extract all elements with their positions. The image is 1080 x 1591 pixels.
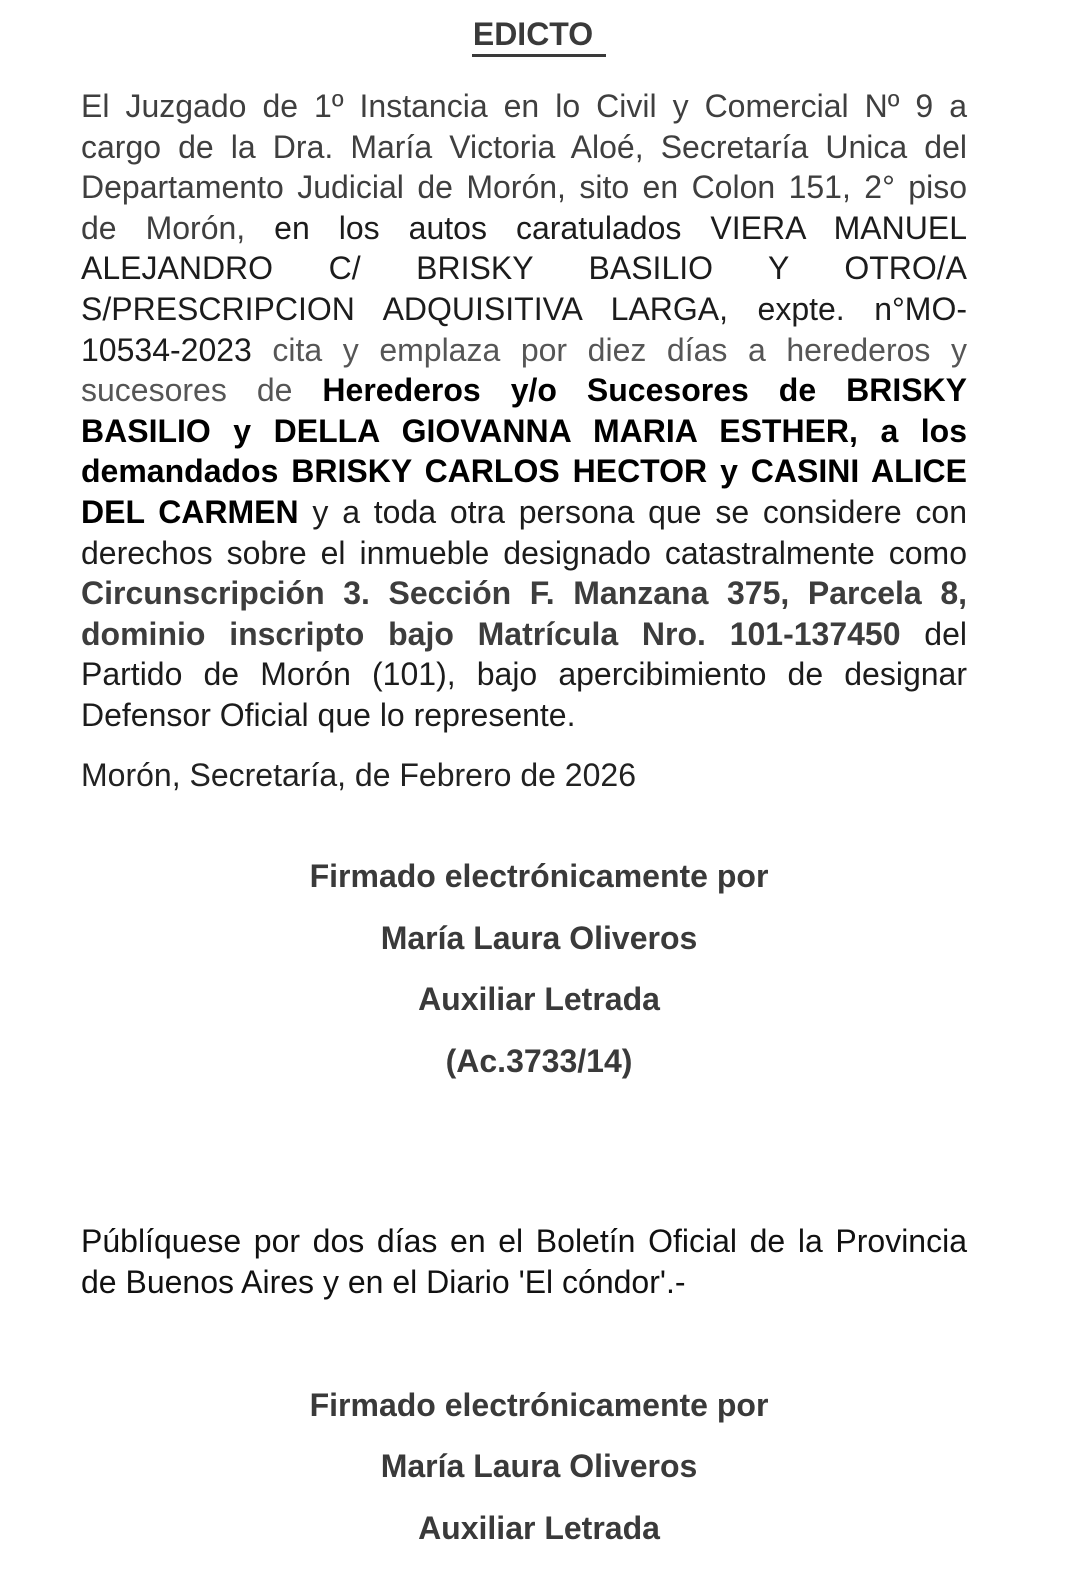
signature-1-role: Auxiliar Letrada xyxy=(418,981,660,1018)
publication-note: Públíquese por dos días en el Boletín Oficial de la Provincia de Buenos Aires y en el Diario 'El cóndor'.- xyxy=(81,1223,967,1301)
signature-2-name: María Laura Oliveros xyxy=(380,1448,698,1485)
segment-case-name: VIERA MANUEL ALEJANDRO C/ BRISKY BASILIO Y OTRO/A S/PRESCRIPCION ADQUISITIVA LARGA, expte. n°MO-10534-2023 xyxy=(81,209,968,368)
signature-1-acordada: (Ac.3733/14) xyxy=(445,1042,633,1079)
signature-2-label: Firmado electrónicamente por xyxy=(309,1386,769,1423)
signature-2-role: Auxiliar Letrada xyxy=(418,1509,660,1546)
edict-main-paragraph xyxy=(81,86,967,736)
segment-cita-emplaza: cita y emplaza por diez días a herederos y sucesores de xyxy=(81,331,967,409)
signature-block-2 xyxy=(81,1385,997,1549)
segment-parties-names: Herederos y/o Sucesores de BRISKY BASILIO y DELLA GIOVANNA MARIA ESTHER, a los demandados BRISKY CARLOS HECTOR y CASINI ALICE DEL CARMEN xyxy=(81,372,967,530)
segment-autos-caratulados: en los autos caratulados xyxy=(245,209,711,246)
signature-1-name: María Laura Oliveros xyxy=(380,919,698,956)
document-title-text: EDICTO xyxy=(472,16,606,57)
signature-block-1 xyxy=(81,856,997,1081)
date-line: Morón, Secretaría, de Febrero de 2026 xyxy=(81,756,636,793)
segment-closing-warning: del Partido de Morón (101), bajo apercibimiento de designar Defensor Oficial que lo represente. xyxy=(81,615,968,733)
segment-court-header: El Juzgado de 1º Instancia en lo Civil y Comercial Nº 9 a cargo de la Dra. María Victoria Aloé, Secretaría Unica del Departamento Judicial de Morón, sito en Colon 151, 2° piso de Morón, xyxy=(81,88,967,246)
document-title xyxy=(81,14,997,54)
segment-cadastral-designation: Circunscripción 3. Sección F. Manzana 375, Parcela 8, dominio inscripto bajo Matrícula Nro. 101-137450 xyxy=(81,575,967,652)
segment-other-persons: y a toda otra persona que se considere con derechos sobre el inmueble designado catastralmente como xyxy=(81,493,968,571)
signature-1-label: Firmado electrónicamente por xyxy=(309,858,769,895)
